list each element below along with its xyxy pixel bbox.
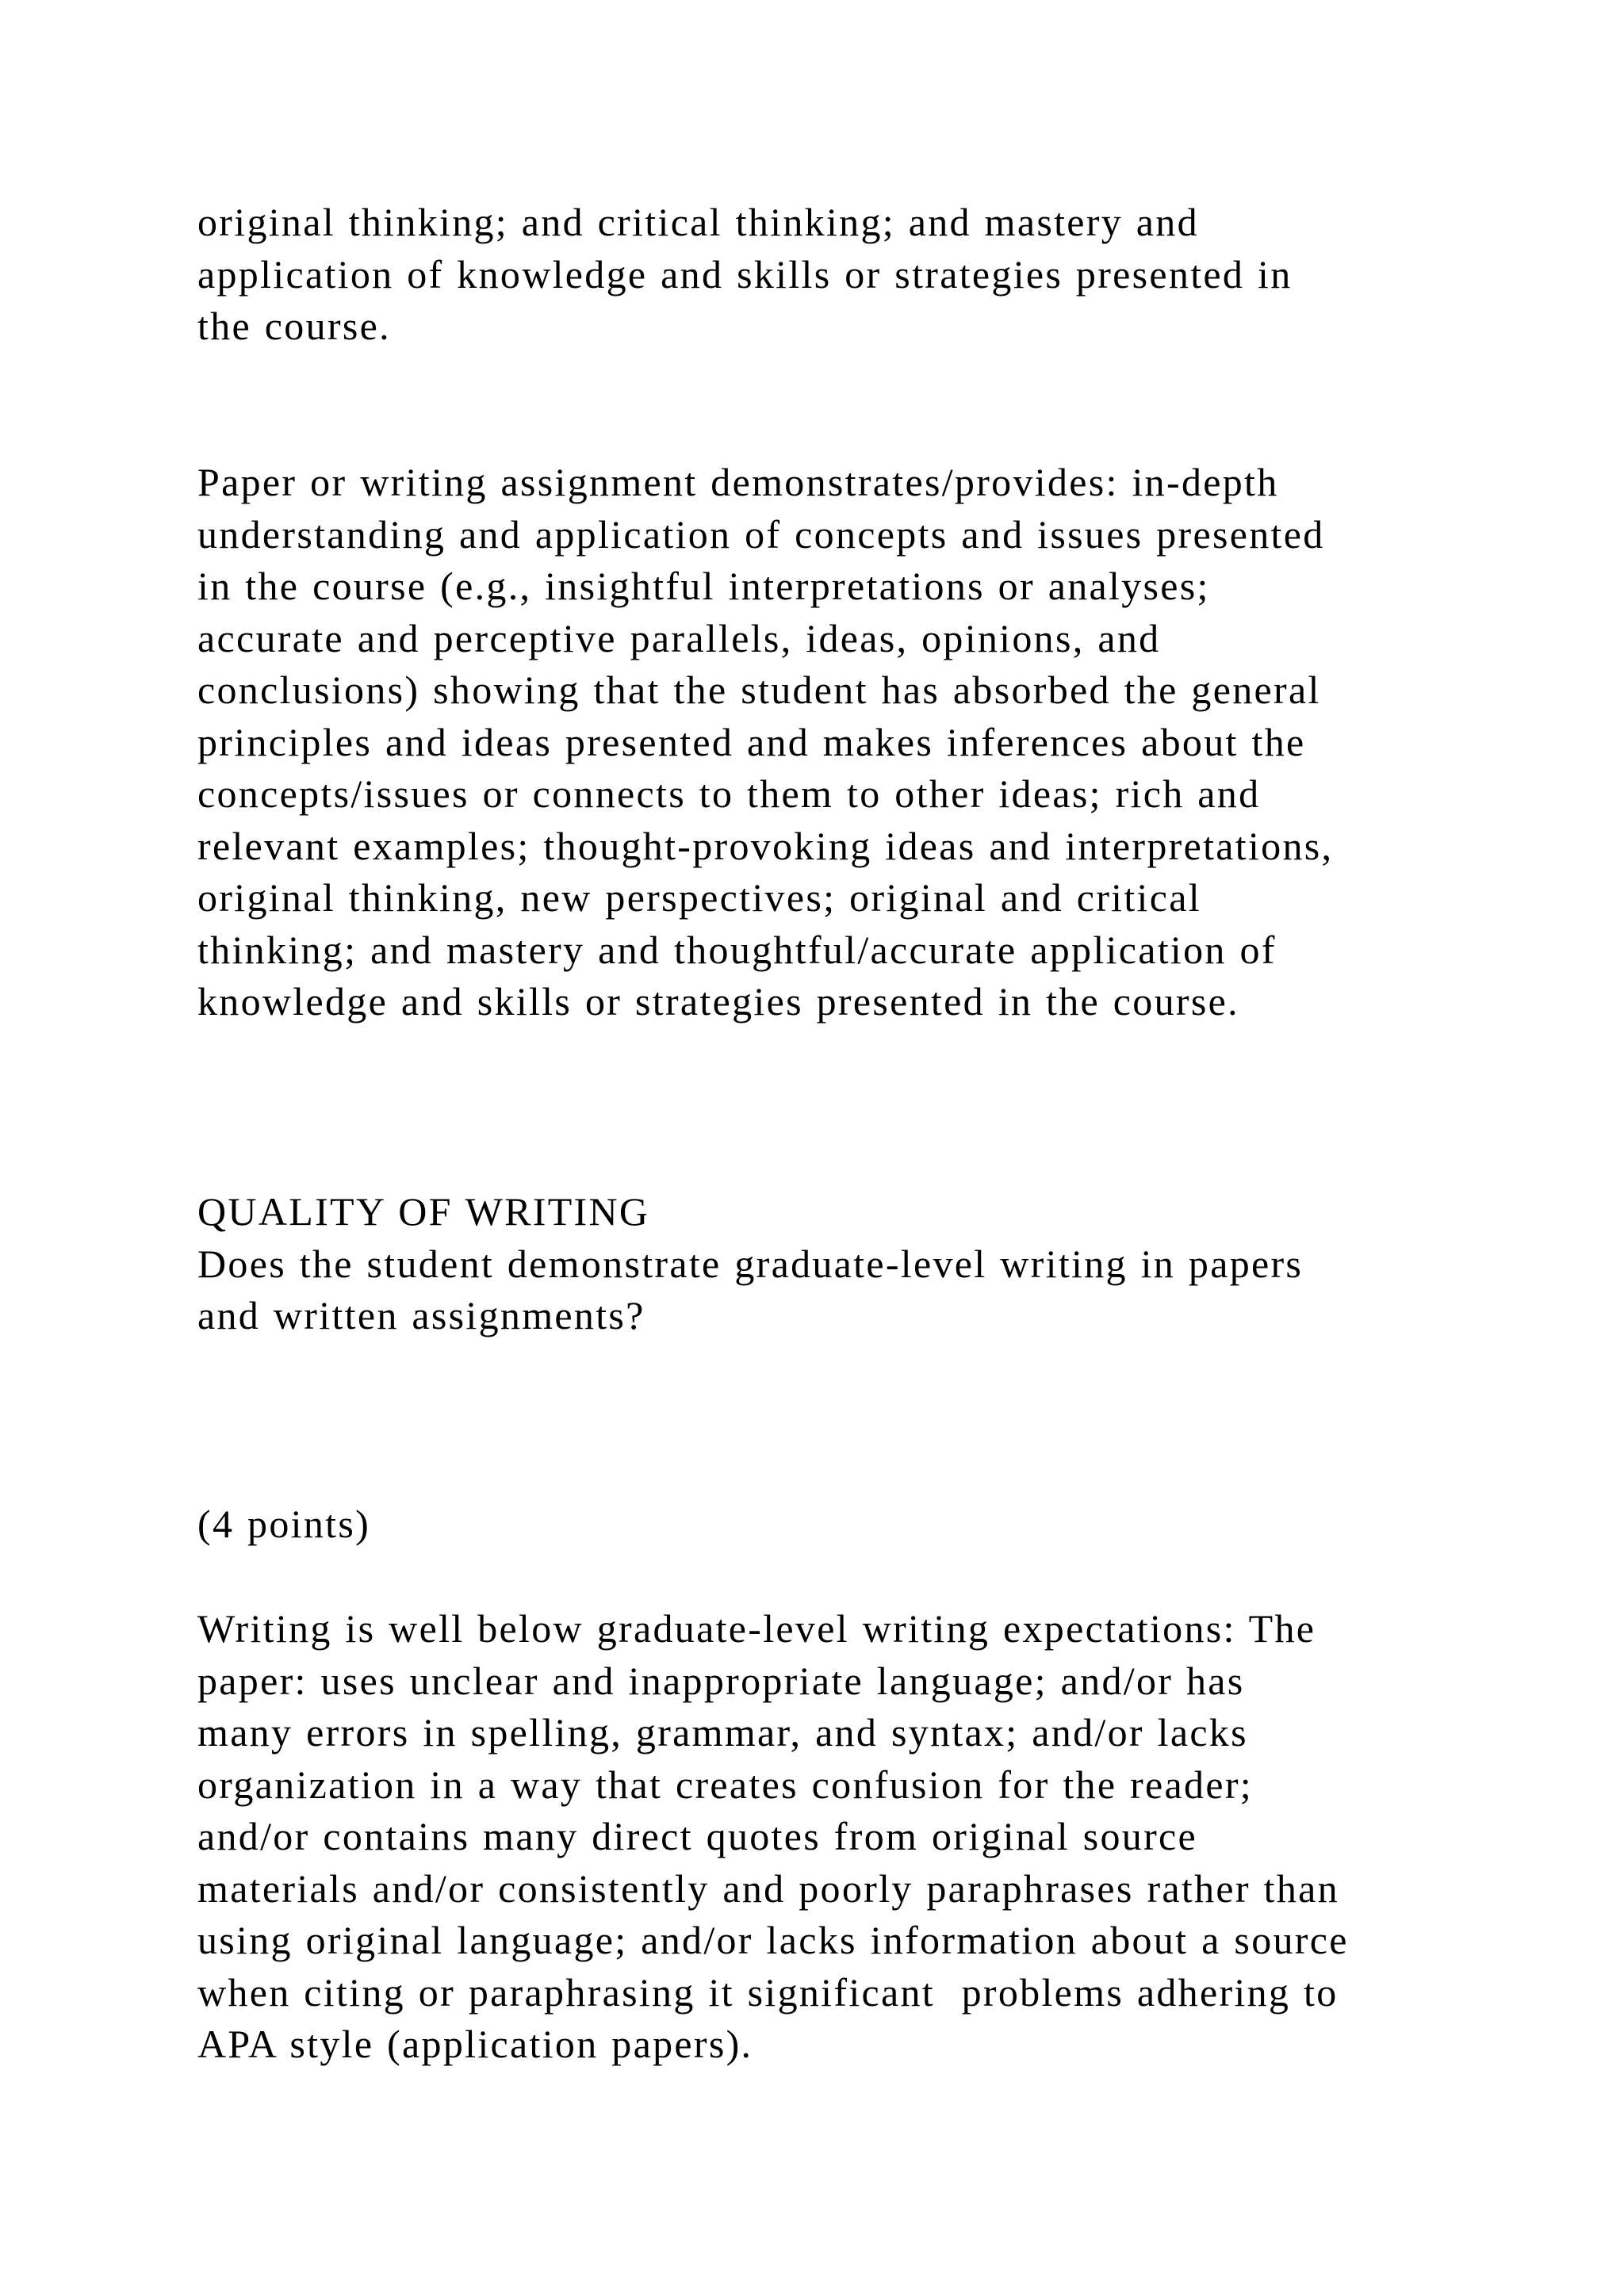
paragraph-rubric-below-expectations [197,1603,1609,2071]
text-line: Writing is well below graduate-level writing expectations: The [197,1606,1316,1651]
text-line: thinking; and mastery and thoughtful/accurate application of [197,927,1277,972]
paragraph-rubric-exemplary [197,457,1609,1028]
text-line: knowledge and skills or strategies presented in the course. [197,979,1239,1024]
text-line: and/or contains many direct quotes from original source [197,1814,1198,1858]
section-question-line: Does the student demonstrate graduate-level writing in papers [197,1241,1304,1286]
text-line: accurate and perceptive parallels, ideas, opinions, and [197,615,1161,660]
paragraph-continuation [197,197,1609,353]
text-line: understanding and application of concepts and issues presented [197,511,1325,557]
points-label-block [197,1498,1609,1551]
text-line: original thinking; and critical thinking; and mastery and [197,200,1199,244]
text-line: in the course (e.g., insightful interpretations or analyses; [197,564,1210,608]
text-line: many errors in spelling, grammar, and syntax; and/or lacks [197,1710,1248,1755]
text-line: original thinking, new perspectives; original and critical [197,875,1201,920]
text-line: application of knowledge and skills or strategies presented in [197,251,1293,297]
text-line: APA style (application papers). [197,2022,753,2066]
text-line: paper: uses unclear and inappropriate language; and/or has [197,1658,1245,1703]
text-line: when citing or paraphrasing it significant problems adhering to [197,1969,1339,2015]
text-line: conclusions) showing that the student has absorbed the general [197,668,1321,712]
text-line: concepts/issues or connects to them to other ideas; rich and [197,771,1261,816]
points-label: (4 points) [197,1502,371,1546]
section-question-line: and written assignments? [197,1293,645,1337]
text-line: using original language; and/or lacks information about a source [197,1918,1349,1962]
text-line: the course. [197,304,391,348]
text-line: principles and ideas presented and makes inferences about the [197,719,1306,764]
text-line: materials and/or consistently and poorly paraphrases rather than [197,1866,1339,1911]
text-line: Paper or writing assignment demonstrates/provides: in-depth [197,460,1279,504]
section-header [197,1186,1609,1342]
text-line: relevant examples; thought-provoking ideas and interpretations, [197,823,1334,868]
section-heading: QUALITY OF WRITING [197,1189,650,1234]
text-line: organization in a way that creates confusion for the reader; [197,1762,1253,1807]
